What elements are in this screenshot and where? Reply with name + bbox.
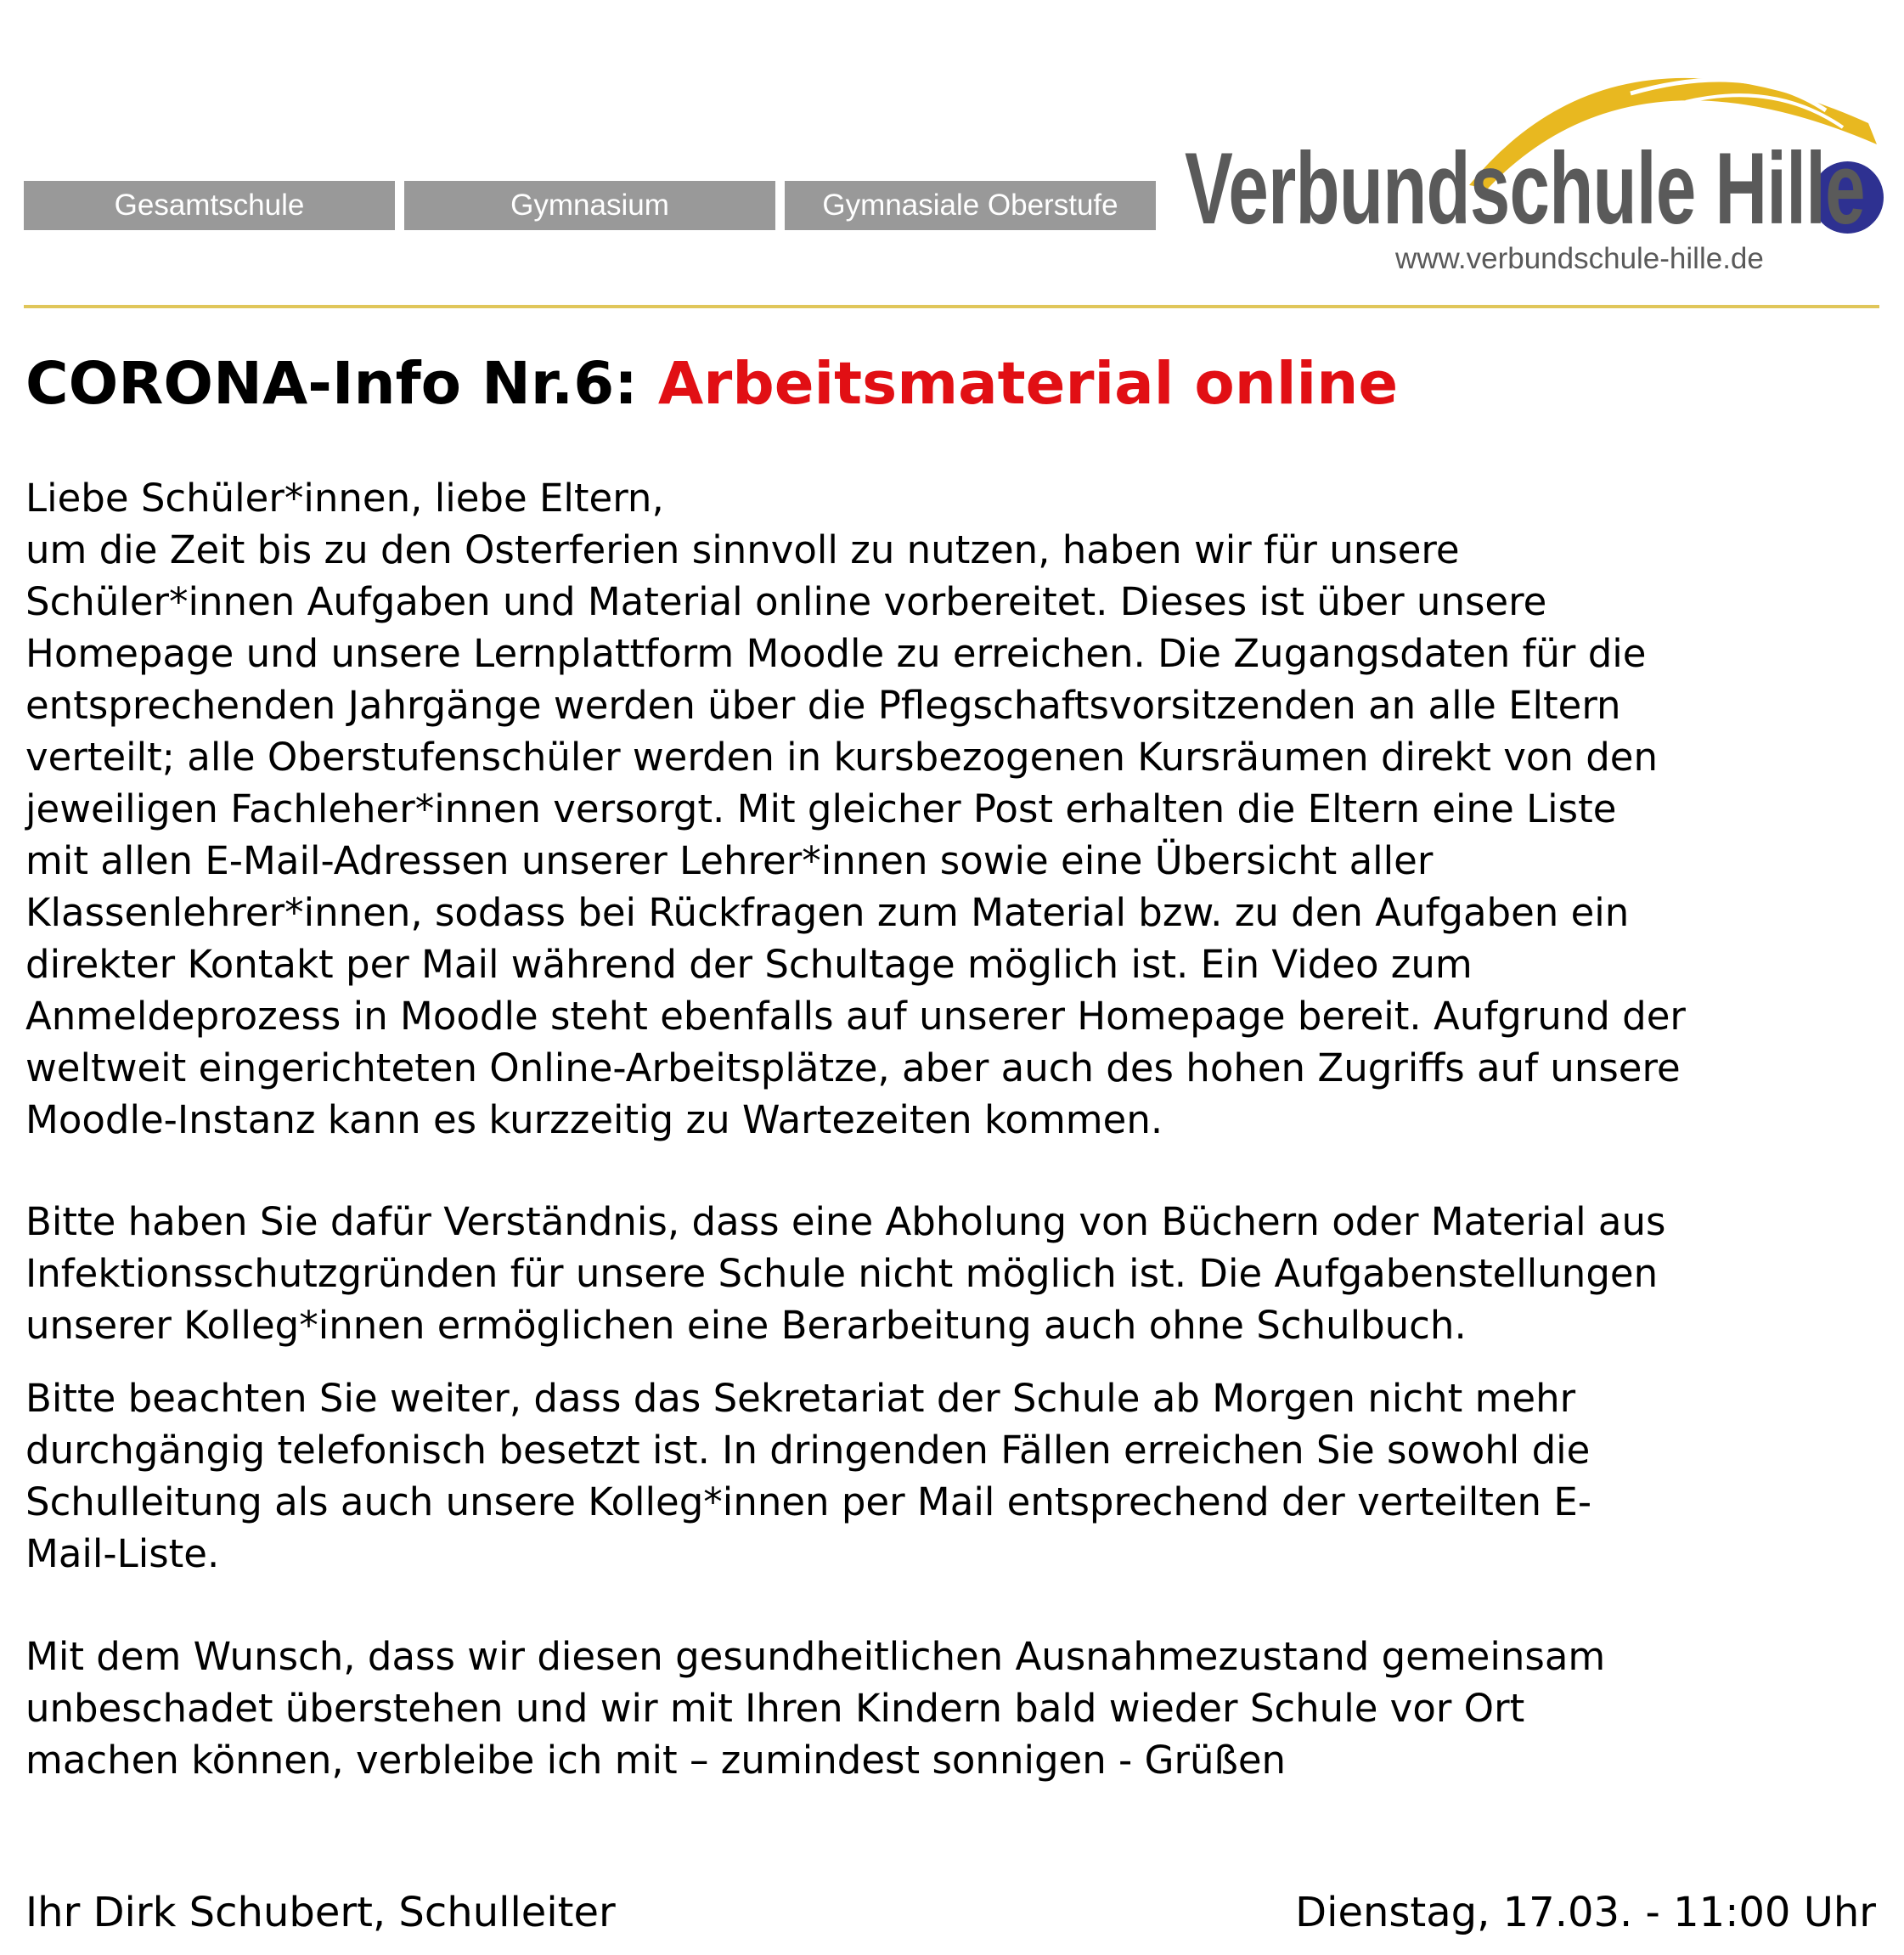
text-line: verteilt; alle Oberstufenschüler werden in kursbezogenen Kursräumen direkt von den — [25, 735, 1659, 780]
logo-url: www.verbundschule-hille.de — [1395, 242, 1764, 275]
header-divider — [24, 305, 1879, 308]
text-line: weltweit eingerichteten Online-Arbeitsplätze, aber auch des hohen Zugriffs auf unsere — [25, 1045, 1681, 1090]
text-line: unserer Kolleg*innen ermöglichen eine Berarbeitung auch ohne Schulbuch. — [25, 1303, 1467, 1348]
text-line: Schüler*innen Aufgaben und Material online vorbereitet. Dieses ist über unsere — [25, 579, 1547, 624]
text-line: entsprechenden Jahrgänge werden über die Pflegschaftsvorsitzenden an alle Eltern — [25, 683, 1621, 728]
text-line: Moodle-Instanz kann es kurzzeitig zu Wartezeiten kommen. — [25, 1097, 1163, 1142]
paragraph-closing — [25, 1631, 1894, 1786]
text-line: durchgängig telefonisch besetzt ist. In dringenden Fällen erreichen Sie sowohl die — [25, 1428, 1591, 1473]
text-line: Mit dem Wunsch, dass wir diesen gesundheitlichen Ausnahmezustand gemeinsam — [25, 1634, 1606, 1679]
page-title — [25, 350, 1398, 418]
paragraph-secretariat — [25, 1372, 1894, 1580]
text-line: um die Zeit bis zu den Osterferien sinnvoll zu nutzen, haben wir für unsere — [25, 527, 1460, 572]
text-line: Infektionsschutzgründen für unsere Schule nicht möglich ist. Die Aufgabenstellungen — [25, 1251, 1659, 1296]
text-line: Liebe Schüler*innen, liebe Eltern, — [25, 476, 664, 521]
title-highlight: Arbeitsmaterial online — [657, 350, 1399, 418]
text-line: Bitte beachten Sie weiter, dass das Sekretariat der Schule ab Morgen nicht mehr — [25, 1376, 1576, 1421]
text-line: machen können, verbleibe ich mit – zumindest sonnigen - Grüßen — [25, 1738, 1287, 1783]
text-line: Klassenlehrer*innen, sodass bei Rückfragen zum Material bzw. zu den Aufgaben ein — [25, 890, 1630, 935]
text-line: Homepage und unsere Lernplattform Moodle zu erreichen. Die Zugangsdaten für die — [25, 631, 1647, 676]
tab-gymnasiale-oberstufe[interactable]: Gymnasiale Oberstufe — [785, 181, 1156, 230]
signature: Ihr Dirk Schubert, Schulleiter — [25, 1889, 616, 1936]
text-line: Anmeldeprozess in Moodle steht ebenfalls auf unserer Homepage bereit. Aufgrund der — [25, 994, 1686, 1039]
text-line: Schulleitung als auch unsere Kolleg*innen per Mail entsprechend der verteilten E- — [25, 1479, 1592, 1524]
text-line: direkter Kontakt per Mail während der Schultage möglich ist. Ein Video zum — [25, 942, 1473, 987]
tab-gymnasium[interactable]: Gymnasium — [404, 181, 775, 230]
text-line: mit allen E-Mail-Adressen unserer Lehrer*innen sowie eine Übersicht aller — [25, 838, 1434, 883]
text-line: unbeschadet überstehen und wir mit Ihren Kindern bald wieder Schule vor Ort — [25, 1686, 1525, 1731]
date-stamp: Dienstag, 17.03. - 11:00 Uhr — [1295, 1889, 1876, 1936]
paragraph-pickup — [25, 1196, 1894, 1351]
logo-title: Verbundschule Hille — [1185, 132, 1865, 245]
text-line: Mail-Liste. — [25, 1531, 220, 1576]
tab-gesamtschule[interactable]: Gesamtschule — [24, 181, 395, 230]
text-line: jeweiligen Fachleher*innen versorgt. Mit gleicher Post erhalten die Eltern eine Liste — [25, 786, 1617, 831]
paragraph-intro — [25, 472, 1894, 1146]
title-prefix: CORONA-Info Nr.6: — [25, 350, 658, 418]
text-line: Bitte haben Sie dafür Verständnis, dass eine Abholung von Büchern oder Material aus — [25, 1199, 1666, 1244]
